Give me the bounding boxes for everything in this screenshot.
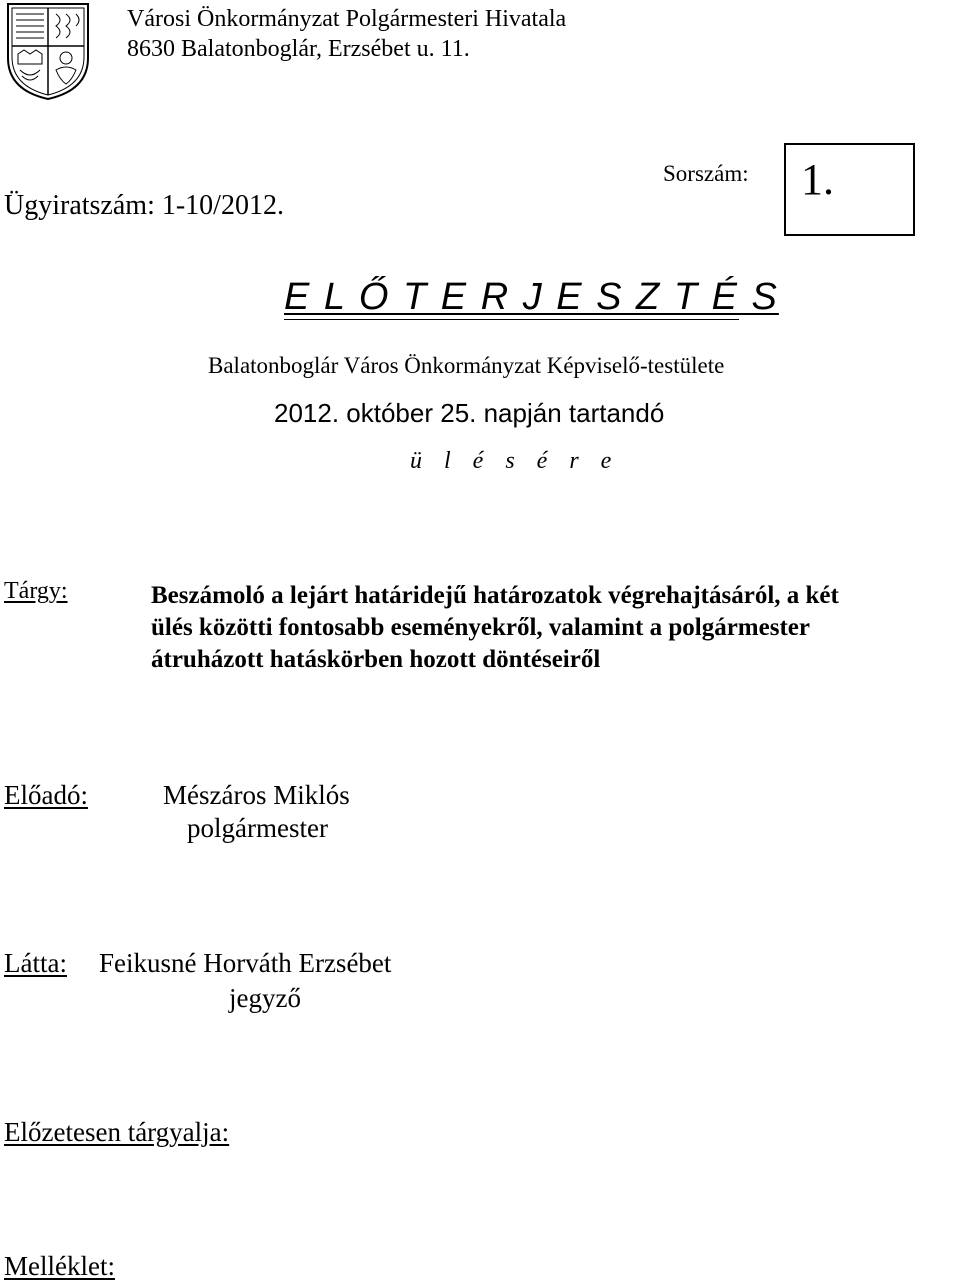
meeting-word: ü l é s é r e bbox=[410, 448, 620, 474]
recipient-body: Balatonboglár Város Önkormányzat Képviselő-testülete bbox=[208, 353, 725, 378]
seen-by-role: jegyző bbox=[229, 983, 301, 1013]
subject-line-3: átruházott hatáskörben hozott döntéseiről bbox=[151, 646, 601, 673]
prior-discussion-label: Előzetesen tárgyalja: bbox=[4, 1117, 230, 1147]
serial-number: 1. bbox=[801, 155, 834, 204]
coat-of-arms-icon bbox=[4, 0, 92, 102]
subject-label: Tárgy: bbox=[4, 578, 68, 604]
presenter-role: polgármester bbox=[187, 813, 328, 843]
case-number: Ügyiratszám: 1-10/2012. bbox=[4, 190, 284, 221]
serial-label: Sorszám: bbox=[663, 161, 749, 186]
office-name: Városi Önkormányzat Polgármesteri Hivatala bbox=[127, 6, 567, 32]
subject-line-2: ülés közötti fontosabb eseményekről, valamint a polgármester bbox=[151, 614, 810, 641]
presenter-label: Előadó: bbox=[4, 780, 88, 810]
seen-by-name: Feikusné Horváth Erzsébet bbox=[99, 948, 392, 978]
document-title: E L Ő T E R J E S Z T É S bbox=[284, 276, 779, 318]
seen-by-label: Látta: bbox=[4, 948, 67, 978]
serial-box bbox=[784, 143, 915, 236]
subject-line-1: Beszámoló a lejárt határidejű határozatok végrehajtásáról, a két bbox=[151, 582, 839, 609]
attachment-label: Melléklet: bbox=[4, 1251, 115, 1281]
presenter-name: Mészáros Miklós bbox=[163, 780, 350, 810]
title-double-underline bbox=[284, 319, 739, 320]
meeting-date: 2012. október 25. napján tartandó bbox=[274, 398, 665, 428]
office-address: 8630 Balatonboglár, Erzsébet u. 11. bbox=[127, 36, 470, 62]
